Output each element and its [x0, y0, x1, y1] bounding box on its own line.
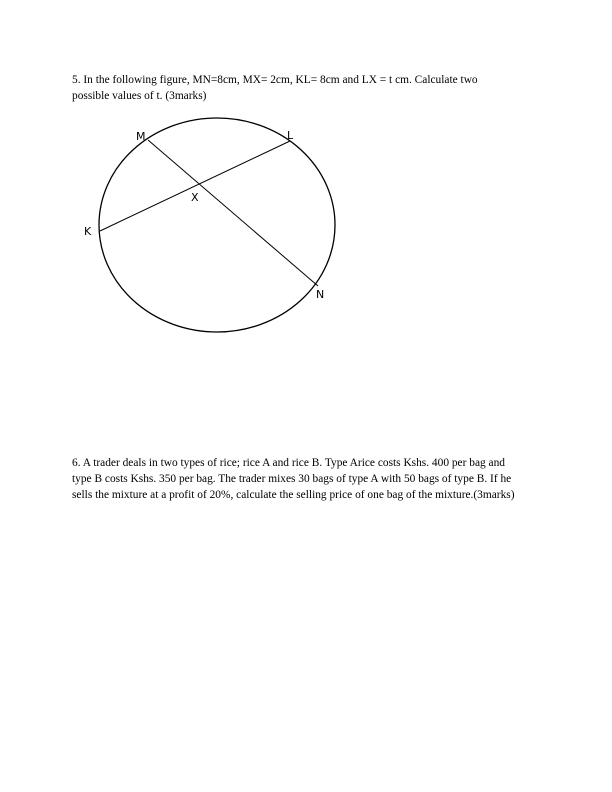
question-5-line: 5. In the following figure, MN=8cm, MX= 2cm, KL= 8cm and LX = t cm. Calculate two	[72, 74, 478, 86]
question-5-line: possible values of t. (3marks)	[72, 90, 207, 102]
question-6-line: 6. A trader deals in two types of rice; rice A and rice B. Type Arice costs Kshs. 400 per bag and	[72, 457, 505, 469]
chord-mn	[148, 140, 318, 286]
question-6-line: type B costs Kshs. 350 per bag. The trader mixes 30 bags of type A with 50 bags of type B. If he	[72, 473, 512, 485]
label-x: X	[191, 191, 199, 204]
label-m: M	[136, 130, 146, 143]
label-l: L	[287, 129, 294, 142]
label-n: N	[316, 288, 325, 301]
question-6	[72, 455, 515, 503]
question-6-line: sells the mixture at a profit of 20%, calculate the selling price of one bag of the mixture.(3marks)	[72, 489, 515, 501]
circle	[99, 118, 335, 332]
label-k: K	[84, 225, 92, 238]
